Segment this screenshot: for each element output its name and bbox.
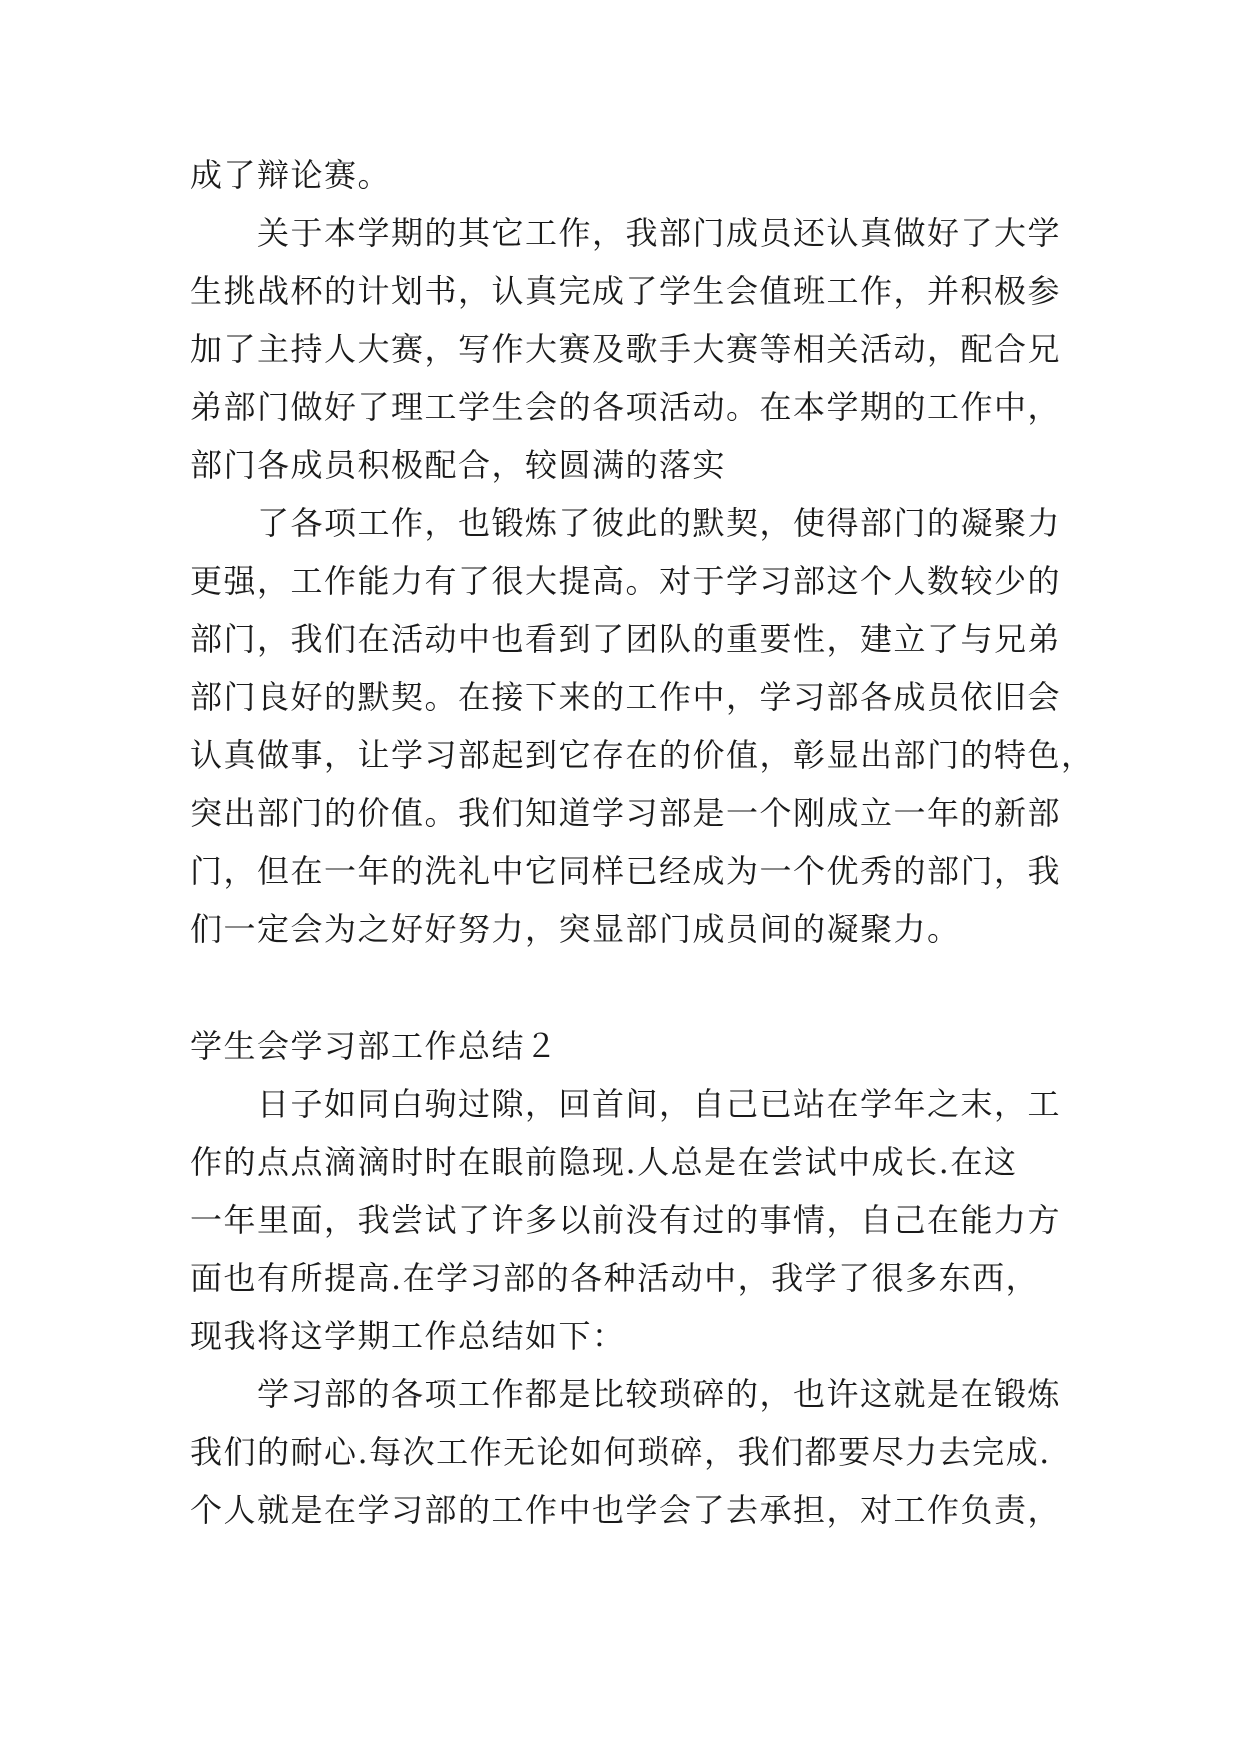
paragraph-first-line: 了各项工作，也锻炼了彼此的默契，使得部门的凝聚力	[257, 504, 1062, 542]
text-line: 现我将这学期工作总结如下：	[190, 1317, 626, 1355]
text-line: 一年里面，我尝试了许多以前没有过的事情，自己在能力方	[190, 1201, 1062, 1239]
text-line: 认真做事，让学习部起到它存在的价值，彰显出部门的特色，	[190, 736, 1095, 774]
text-line: 更强，工作能力有了很大提高。对于学习部这个人数较少的	[190, 562, 1062, 600]
text-line: 们一定会为之好好努力，突显部门成员间的凝聚力。	[190, 910, 961, 948]
text-line: 部门，我们在活动中也看到了团队的重要性，建立了与兄弟	[190, 620, 1062, 658]
text-line: 门，但在一年的洗礼中它同样已经成为一个优秀的部门，我	[190, 852, 1062, 890]
paragraph-first-line: 学习部的各项工作都是比较琐碎的，也许这就是在锻炼	[257, 1375, 1062, 1413]
text-line: 部门良好的默契。在接下来的工作中，学习部各成员依旧会	[190, 678, 1062, 716]
text-line: 部门各成员积极配合，较圆满的落实	[190, 446, 727, 484]
text-line: 弟部门做好了理工学生会的各项活动。在本学期的工作中，	[190, 388, 1062, 426]
text-line: 成了辩论赛。	[190, 156, 392, 194]
paragraph-first-line: 关于本学期的其它工作，我部门成员还认真做好了大学	[257, 214, 1062, 252]
section-heading: 学生会学习部工作总结２	[190, 1027, 559, 1065]
paragraph-first-line: 日子如同白驹过隙，回首间，自己已站在学年之末，工	[257, 1085, 1062, 1123]
text-line: 生挑战杯的计划书，认真完成了学生会值班工作，并积极参	[190, 272, 1062, 310]
text-line: 个人就是在学习部的工作中也学会了去承担，对工作负责，	[190, 1491, 1062, 1529]
text-line: 面也有所提高.在学习部的各种活动中，我学了很多东西，	[190, 1259, 1040, 1297]
text-line: 加了主持人大赛，写作大赛及歌手大赛等相关活动，配合兄	[190, 330, 1062, 368]
text-line: 作的点点滴滴时时在眼前隐现.人总是在尝试中成长.在这	[190, 1143, 1018, 1181]
text-line: 突出部门的价值。我们知道学习部是一个刚成立一年的新部	[190, 794, 1062, 832]
text-line: 我们的耐心.每次工作无论如何琐碎，我们都要尽力去完成.	[190, 1433, 1051, 1471]
